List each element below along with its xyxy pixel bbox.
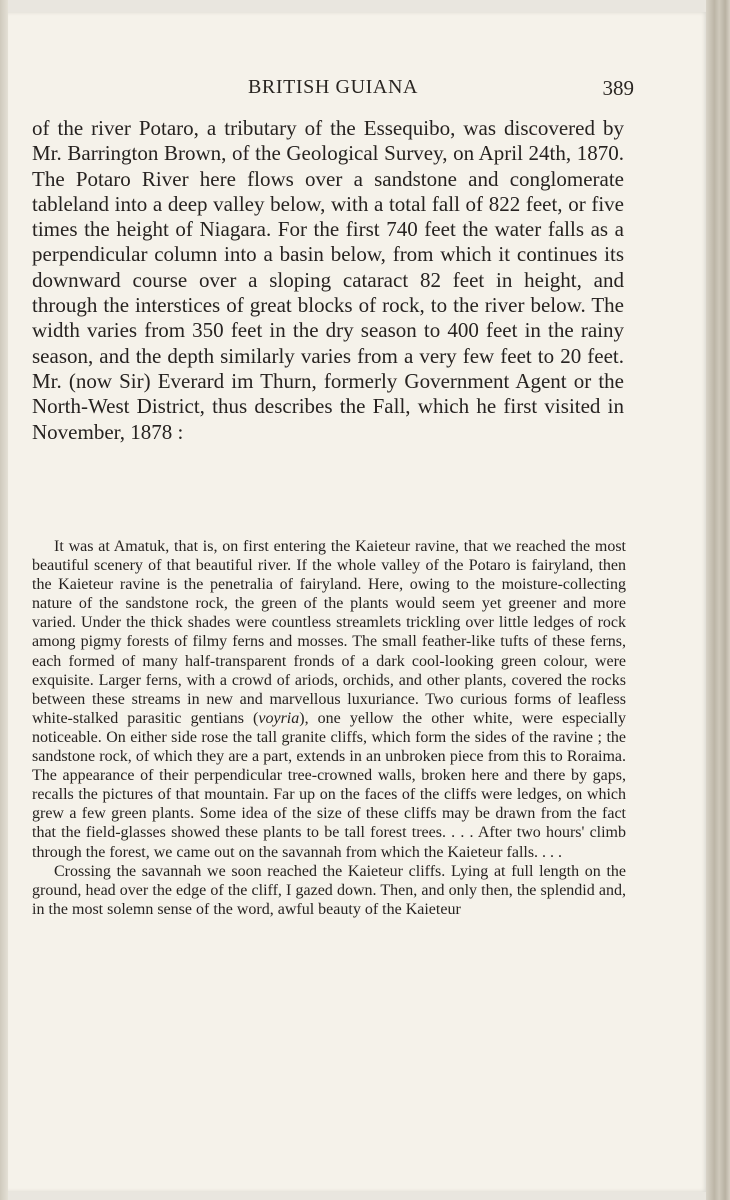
quote-italic-term: voyria	[258, 709, 300, 727]
page-number: 389	[602, 76, 634, 100]
page-header	[32, 76, 634, 104]
quote-paragraph-2: Crossing the savannah we soon reached the Kaieteur cliffs. Lying at full length on the ground, head over the edge of the cliff, I gazed down. Then, and only then, the splendid and, in the most solemn sense of the word, awful beauty of the Kaieteur	[32, 862, 626, 918]
book-gutter-edge	[0, 0, 8, 1200]
main-paragraph: of the river Potaro, a tributary of the Essequibo, was discovered by Mr. Barrington Brown, of the Geological Survey, on April 24th, 1870. The Potaro River here flows over a sandstone and conglomerate tableland into a deep valley below, with a total fall of 822 feet, or five times the height of Niagara. For the first 740 feet the water falls as a perpendicular column into a basin below, from which it continues its downward course over a sloping cataract 82 feet in height, and through the interstices of great blocks of rock, to the river below. The width varies from 350 feet in the dry season to 400 feet in the rainy season, and the depth similarly varies from a very few feet to 20 feet. Mr. (now Sir) Everard im Thurn, formerly Government Agent or the North-West District, thus describes the Fall, which he first visited in November, 1878 :	[32, 116, 624, 444]
book-page-edges	[706, 0, 730, 1200]
quote-text-part-1: It was at Amatuk, that is, on first entering the Kaieteur ravine, that we reached the most beautiful scenery of that beautiful river. If the whole valley of the Potaro is fairyland, then the Kaieteur ravine is the penetralia of fairyland. Here, owing to the moisture-collecting nature of the sandstone rock, the green of the plants would seem yet greener and more varied. Under the thick shades were countless streamlets trickling over little ledges of rock among pigmy forests of filmy ferns and mosses. The small feather-like tufts of these ferns, each formed of many half-transparent fronds of a dark cool-looking green colour, were exquisite. Larger ferns, with a crowd of ariods, orchids, and other plants, covered the rocks between these streams in new and marvellous luxuriance. Two curious forms of leafless white-stalked parasitic gentians (	[32, 538, 626, 727]
block-quote	[32, 537, 626, 919]
quote-paragraph-1	[32, 537, 626, 862]
running-title: BRITISH GUIANA	[247, 76, 419, 98]
quote-text-part-2: ), one yellow the other white, were especially noticeable. On either side rose the tall granite cliffs, which form the sides of the ravine ; the sandstone rock, of which they are a part, extends in an unbroken piece from this to Roraima. The appearance of their perpendicular tree-crowned walls, broken here and there by gaps, recalls the pictures of that mountain. Far up on the faces of the cliffs were ledges, on which grew a few green plants. Some idea of the size of these cliffs may be drawn from the fact that the field-glasses showed these plants to be tall forest trees. . . . After two hours' climb through the forest, we came out on the savannah from which the Kaieteur falls. . . .	[32, 709, 627, 861]
